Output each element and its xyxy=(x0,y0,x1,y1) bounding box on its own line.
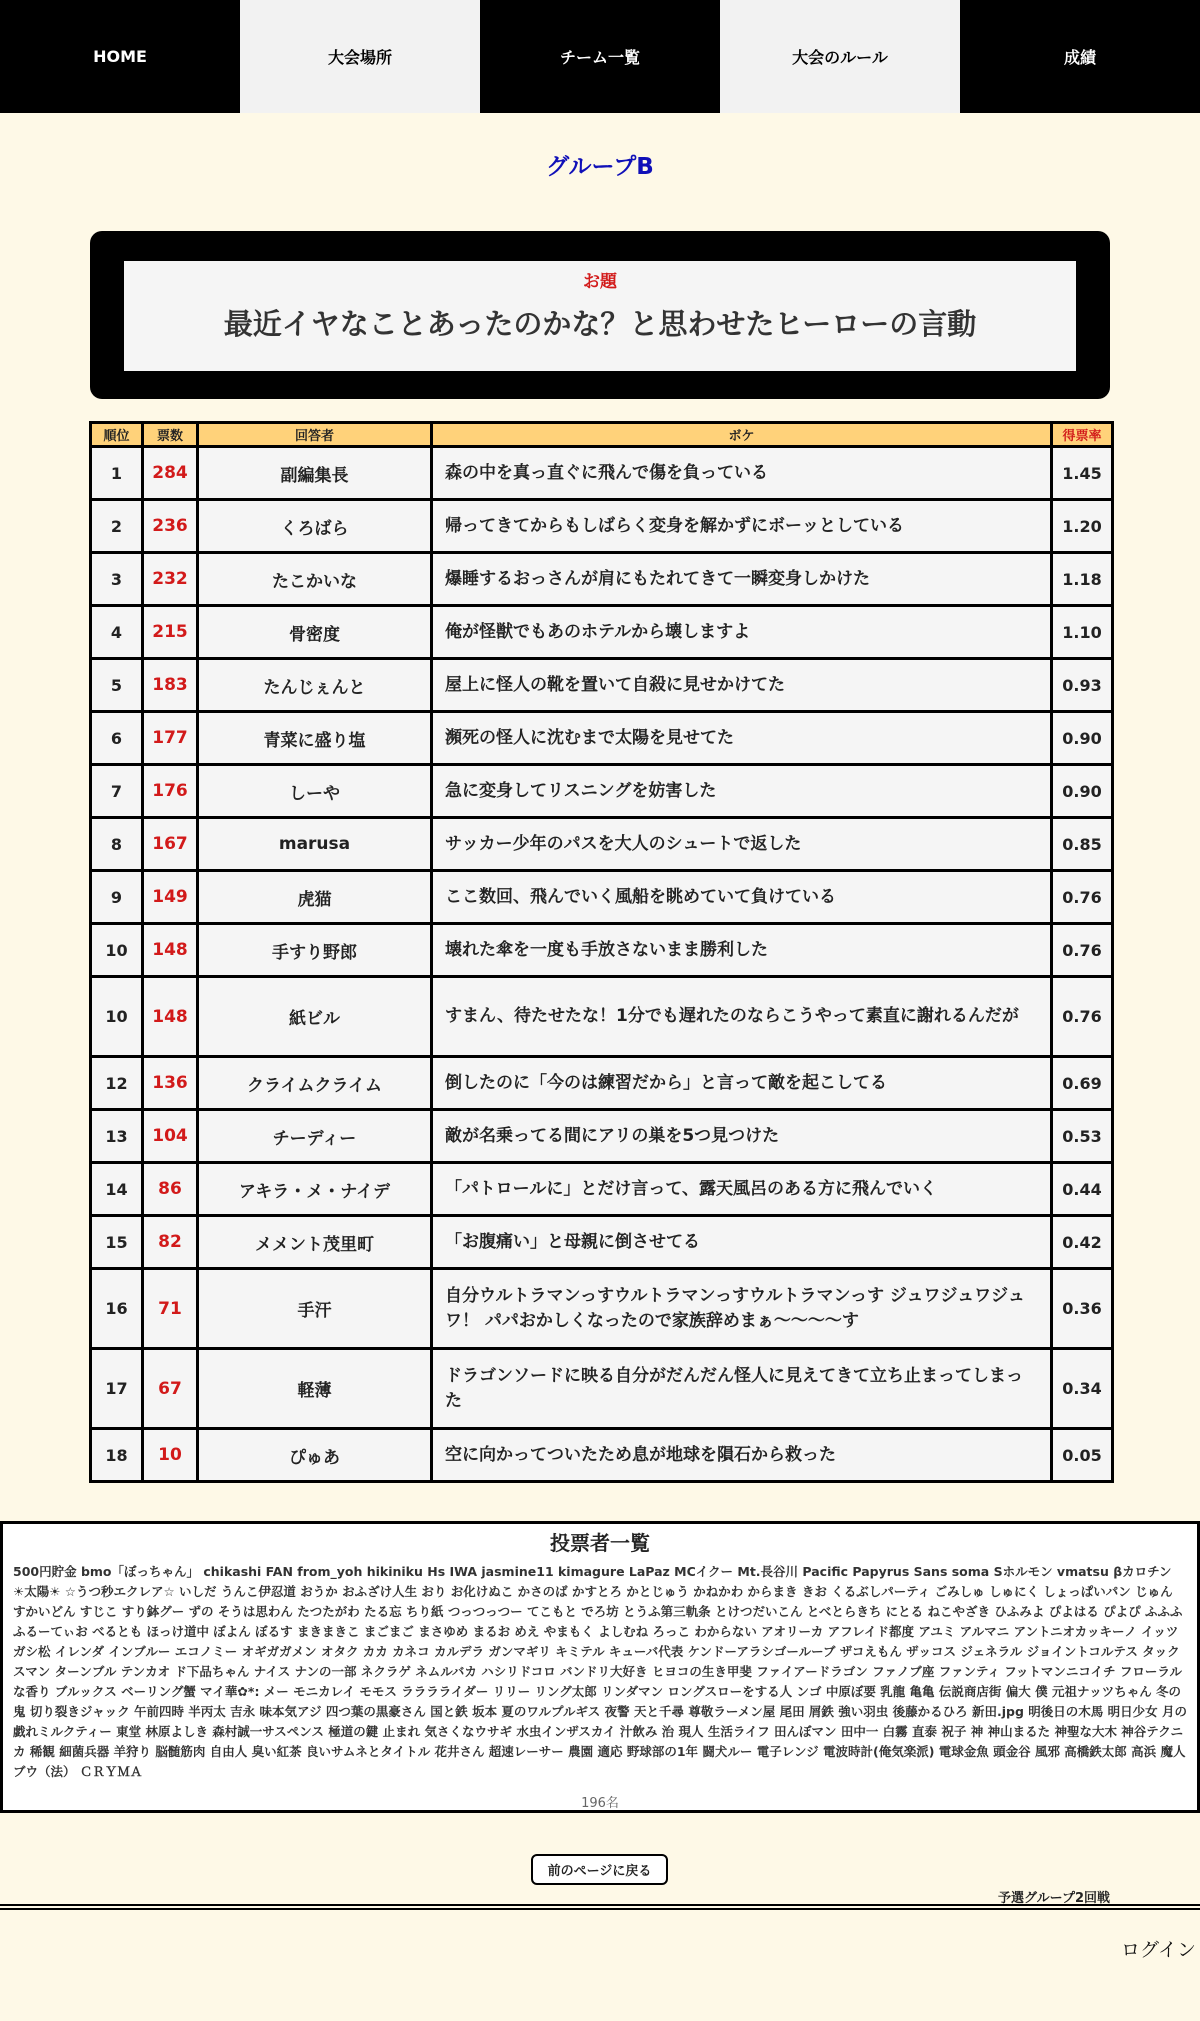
rate-cell: 0.85 xyxy=(1052,818,1113,871)
footer-round-label: 予選グループ2回戦 xyxy=(997,1891,1110,1906)
rank-cell: 16 xyxy=(91,1269,143,1349)
table-header-row xyxy=(91,423,1113,447)
boke-cell: 空に向かってついたため息が地球を隕石から救った xyxy=(432,1429,1052,1482)
theme-text: 最近イヤなことあったのかな？と思わせたヒーローの言動 xyxy=(223,307,977,341)
rank-cell: 8 xyxy=(91,818,143,871)
name-cell: marusa xyxy=(198,818,432,871)
rate-cell: 0.36 xyxy=(1052,1269,1113,1349)
rate-cell: 1.10 xyxy=(1052,606,1113,659)
table-row xyxy=(91,712,1113,765)
rate-cell: 1.20 xyxy=(1052,500,1113,553)
boke-cell: 自分ウルトラマンっすウルトラマンっすウルトラマンっす ジュワジュワジュワ！ パパおかしくなったので家族辞めまぁ〜〜〜〜す xyxy=(432,1269,1052,1349)
votes-cell: 284 xyxy=(143,447,198,500)
rate-cell: 0.34 xyxy=(1052,1349,1113,1429)
rate-cell: 0.93 xyxy=(1052,659,1113,712)
rank-cell: 1 xyxy=(91,447,143,500)
votes-cell: 232 xyxy=(143,553,198,606)
votes-cell: 10 xyxy=(143,1429,198,1482)
login-link[interactable]: ログイン xyxy=(1120,1939,1196,1961)
name-cell: たんじぇんと xyxy=(198,659,432,712)
votes-cell: 183 xyxy=(143,659,198,712)
rate-cell: 0.90 xyxy=(1052,712,1113,765)
table-row xyxy=(91,500,1113,553)
theme-label: お題 xyxy=(583,272,617,292)
name-cell: 骨密度 xyxy=(198,606,432,659)
header-votes: 票数 xyxy=(143,423,198,447)
table-row xyxy=(91,1163,1113,1216)
boke-cell: 敵が名乗ってる間にアリの巣を5つ見つけた xyxy=(432,1110,1052,1163)
nav-home[interactable]: HOME xyxy=(0,0,240,113)
header-rank: 順位 xyxy=(91,423,143,447)
boke-cell: 屋上に怪人の靴を置いて自殺に見せかけてた xyxy=(432,659,1052,712)
name-cell: ぴゅあ xyxy=(198,1429,432,1482)
rank-cell: 10 xyxy=(91,977,143,1057)
votes-cell: 177 xyxy=(143,712,198,765)
header-boke: ボケ xyxy=(432,423,1052,447)
rate-cell: 0.76 xyxy=(1052,977,1113,1057)
name-cell: メメント茂里町 xyxy=(198,1216,432,1269)
votes-cell: 148 xyxy=(143,977,198,1057)
name-cell: 紙ビル xyxy=(198,977,432,1057)
name-cell: くろばら xyxy=(198,500,432,553)
table-row xyxy=(91,553,1113,606)
table-row xyxy=(91,871,1113,924)
table-row xyxy=(91,447,1113,500)
footer-divider-2 xyxy=(0,1908,1200,1910)
voters-title: 投票者一覧 xyxy=(550,1531,650,1555)
rate-cell: 0.76 xyxy=(1052,924,1113,977)
votes-cell: 149 xyxy=(143,871,198,924)
group-title: グループB xyxy=(546,154,654,180)
rank-cell: 17 xyxy=(91,1349,143,1429)
votes-cell: 167 xyxy=(143,818,198,871)
rank-cell: 5 xyxy=(91,659,143,712)
boke-cell: 森の中を真っ直ぐに飛んで傷を負っている xyxy=(432,447,1052,500)
table-row xyxy=(91,1216,1113,1269)
boke-cell: 急に変身してリスニングを妨害した xyxy=(432,765,1052,818)
results-table xyxy=(89,421,1114,1483)
rank-cell: 13 xyxy=(91,1110,143,1163)
table-row xyxy=(91,1110,1113,1163)
boke-cell: すまん、待たせたな！1分でも遅れたのならこうやって素直に謝れるんだが xyxy=(432,977,1052,1057)
table-row xyxy=(91,818,1113,871)
rate-cell: 0.42 xyxy=(1052,1216,1113,1269)
name-cell: しーや xyxy=(198,765,432,818)
rate-cell: 0.69 xyxy=(1052,1057,1113,1110)
boke-cell: 俺が怪獣でもあのホテルから壊しますよ xyxy=(432,606,1052,659)
votes-cell: 71 xyxy=(143,1269,198,1349)
boke-cell: サッカー少年のパスを大人のシュートで返した xyxy=(432,818,1052,871)
name-cell: たこかいな xyxy=(198,553,432,606)
name-cell: 軽薄 xyxy=(198,1349,432,1429)
voters-list: 500円貯金 bmo「ぼっちゃん」 chikashi FAN from_yoh hikiniku Hs IWA jasmine11 kimagure LaPaz MCイクー Mt.長谷川 Pacific Papyrus Sans soma Sホルモン vmatsu βカロチン ☀太陽☀ ☆うつ秒エクレア☆ いしだ うんこ伊忍道 おうか おふざけ人生 おり お化けぬこ かさのば かすとろ かとじゅう かねかわ からまき きお くるぶしパーティ ごみしゅ しゅにく しょっぱいパン じゅん すかいどん すじこ すり鉢グー ずの そうは思わん たつたがわ たる忘 ちり紙 つっつっつー てこもと でろ坊 とうふ第三軌条 とけつだいこん とべとらきち にとる ねこやざき ひふみよ ぴよはる ぴよぴ ふふふ ふるーてぃお べるとも ほっけ道中 ぼよん ぼるす まきまきこ まごまご まさゆめ まるお めえ やまもく よしむね ろっこ わからない アオリーカ アフレイド都度 アユミ アルマニ アントニオカッキーノ イッツガシ松 イレンダ インブルー エコノミー オギガガメン オタク カカ カネコ カルデラ ガンマギリ キミテル キューバ代表 ケンドーアラシゴールーブ ザコえもん ザッコス ジェネラル ジョイントコルテス タックスマン ターンブル テンカオ ド下品ちゃん ナイス ナンの一部 ネクラゲ ネムルバカ ハシリドコロ バンドリ大好き ヒヨコの生き甲斐 ファイアードラゴン ファノブ座 ファンティ フットマンニコイチ フローラルな香り ブルックス ベーリング蟹 マイ華✿*: メー モニカレイ モモス ラララライダー リリー リング太郎 リンダマン ロングスローをする人 ンゴ 中原ぼ要 乳龍 亀亀 伝説商店街 偏大 僕 元祖ナッツちゃん 冬の鬼 切り裂きジャック 午前四時 半丙太 吉永 味本気アジ 四つ葉の黒豪さん 国と鉄 坂本 夏のワルプルギス 夜警 天と千尋 尊敬ラーメン屋 尾田 屑鉄 強い羽虫 後藤かるひろ 新田.jpg 明後日の木馬 明日少女 月の戯れミルクティー 東堂 林原よしき 森村誠一サスペンス 極道の鍵 止まれ 気さくなウサギ 水虫インザスカイ 汁飲み 治 現人 生活ライフ 田んぼマン 田中一 白霧 直泰 祝子 神 神山まるた 神聖な大木 神谷テクニカ 稀観 細菌兵器 羊狩り 脳髄筋肉 自由人 臭い紅茶 良いサムネとタイトル 花井さん 超速レーサー 農園 適応 野球部の1年 闘犬ルー 電子レンジ 電波時計(俺気楽派) 電球金魚 頭金谷 風邪 高橋鉄太郎 高浜 魔人ブウ（法） ＣＲＹＭＡ xyxy=(13,1564,1187,1779)
name-cell: クライムクライム xyxy=(198,1057,432,1110)
votes-cell: 236 xyxy=(143,500,198,553)
table-row xyxy=(91,1349,1113,1429)
rank-cell: 4 xyxy=(91,606,143,659)
votes-cell: 67 xyxy=(143,1349,198,1429)
boke-cell: 倒したのに「今のは練習だから」と言って敵を起こしてる xyxy=(432,1057,1052,1110)
table-row xyxy=(91,659,1113,712)
theme-box xyxy=(90,231,1110,399)
header-rate: 得票率 xyxy=(1052,423,1113,447)
rank-cell: 10 xyxy=(91,924,143,977)
table-row xyxy=(91,924,1113,977)
table-row xyxy=(91,977,1113,1057)
name-cell: アキラ・メ・ナイデ xyxy=(198,1163,432,1216)
rate-cell: 0.05 xyxy=(1052,1429,1113,1482)
rank-cell: 12 xyxy=(91,1057,143,1110)
votes-cell: 176 xyxy=(143,765,198,818)
boke-cell: 「お腹痛い」と母親に倒させてる xyxy=(432,1216,1052,1269)
votes-cell: 148 xyxy=(143,924,198,977)
boke-cell: ここ数回、飛んでいく風船を眺めていて負けている xyxy=(432,871,1052,924)
boke-cell: 瀕死の怪人に沈むまで太陽を見せてた xyxy=(432,712,1052,765)
name-cell: 青菜に盛り塩 xyxy=(198,712,432,765)
table-row xyxy=(91,1269,1113,1349)
rank-cell: 7 xyxy=(91,765,143,818)
rank-cell: 2 xyxy=(91,500,143,553)
nav-results[interactable]: 成績 xyxy=(960,0,1200,113)
boke-cell: 「パトロールに」とだけ言って、露天風呂のある方に飛んでいく xyxy=(432,1163,1052,1216)
boke-cell: 爆睡するおっさんが肩にもたれてきて一瞬変身しかけた xyxy=(432,553,1052,606)
votes-cell: 82 xyxy=(143,1216,198,1269)
voters-count: 196名 xyxy=(581,1796,619,1811)
back-button[interactable]: 前のページに戻る xyxy=(531,1854,668,1885)
rank-cell: 3 xyxy=(91,553,143,606)
rate-cell: 0.53 xyxy=(1052,1110,1113,1163)
rate-cell: 0.76 xyxy=(1052,871,1113,924)
votes-cell: 104 xyxy=(143,1110,198,1163)
name-cell: 手汗 xyxy=(198,1269,432,1349)
nav-rules[interactable]: 大会のルール xyxy=(720,0,960,113)
rate-cell: 1.45 xyxy=(1052,447,1113,500)
table-row xyxy=(91,765,1113,818)
name-cell: 虎猫 xyxy=(198,871,432,924)
nav-venue[interactable]: 大会場所 xyxy=(240,0,480,113)
table-row xyxy=(91,1057,1113,1110)
boke-cell: ドラゴンソードに映る自分がだんだん怪人に見えてきて立ち止まってしまった xyxy=(432,1349,1052,1429)
name-cell: 副編集長 xyxy=(198,447,432,500)
voters-panel xyxy=(0,1521,1200,1813)
rank-cell: 18 xyxy=(91,1429,143,1482)
nav-teams[interactable]: チーム一覧 xyxy=(480,0,720,113)
rank-cell: 14 xyxy=(91,1163,143,1216)
theme-inner xyxy=(124,261,1076,371)
boke-cell: 帰ってきてからもしばらく変身を解かずにボーッとしている xyxy=(432,500,1052,553)
header-name: 回答者 xyxy=(198,423,432,447)
rank-cell: 15 xyxy=(91,1216,143,1269)
rank-cell: 9 xyxy=(91,871,143,924)
rate-cell: 0.44 xyxy=(1052,1163,1113,1216)
votes-cell: 86 xyxy=(143,1163,198,1216)
votes-cell: 215 xyxy=(143,606,198,659)
table-row xyxy=(91,1429,1113,1482)
table-row xyxy=(91,606,1113,659)
votes-cell: 136 xyxy=(143,1057,198,1110)
boke-cell: 壊れた傘を一度も手放さないまま勝利した xyxy=(432,924,1052,977)
name-cell: チーディー xyxy=(198,1110,432,1163)
rate-cell: 0.90 xyxy=(1052,765,1113,818)
top-nav xyxy=(0,0,1200,113)
name-cell: 手すり野郎 xyxy=(198,924,432,977)
rate-cell: 1.18 xyxy=(1052,553,1113,606)
rank-cell: 6 xyxy=(91,712,143,765)
